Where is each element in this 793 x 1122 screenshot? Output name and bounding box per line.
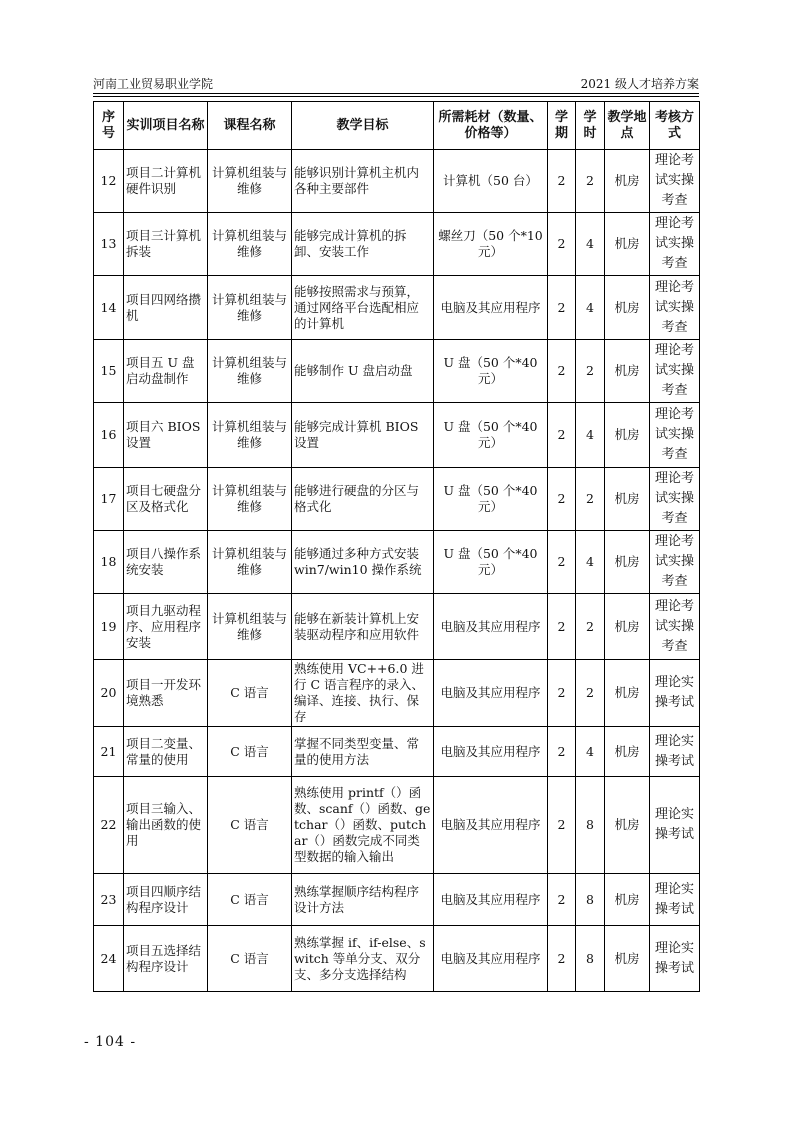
cell-hours: 8 <box>576 874 605 926</box>
cell-place: 机房 <box>605 340 650 403</box>
cell-place: 机房 <box>605 926 650 992</box>
cell-term: 2 <box>548 777 576 874</box>
cell-term: 2 <box>548 340 576 403</box>
table-body <box>94 150 700 992</box>
cell-assess: 理论实操考试 <box>650 777 700 874</box>
cell-hours: 4 <box>576 727 605 777</box>
cell-place: 机房 <box>605 468 650 531</box>
cell-no: 19 <box>94 594 124 660</box>
cell-material: U 盘（50 个*40 元） <box>434 340 548 403</box>
cell-no: 23 <box>94 874 124 926</box>
column-header: 教学地点 <box>605 102 650 150</box>
cell-course: 计算机组装与维修 <box>208 531 292 594</box>
cell-assess: 理论考试实操考查 <box>650 594 700 660</box>
table-row <box>94 874 700 926</box>
table-row <box>94 213 700 276</box>
cell-material: 电脑及其应用程序 <box>434 660 548 727</box>
cell-course: 计算机组装与维修 <box>208 340 292 403</box>
cell-goal: 熟练掌握 if、if-else、switch 等单分支、双分支、多分支选择结构 <box>292 926 434 992</box>
cell-no: 13 <box>94 213 124 276</box>
cell-term: 2 <box>548 403 576 468</box>
cell-goal: 能够按照需求与预算，通过网络平台选配相应的计算机 <box>292 276 434 340</box>
table-row <box>94 727 700 777</box>
cell-goal: 熟练使用 printf（）函数、scanf（）函数、getchar（）函数、putchar（）函数完成不同类型数据的输入输出 <box>292 777 434 874</box>
table-header-row <box>94 102 700 150</box>
page-header <box>93 76 699 92</box>
column-header: 考核方式 <box>650 102 700 150</box>
cell-project: 项目六 BIOS 设置 <box>124 403 208 468</box>
cell-project: 项目八操作系统安装 <box>124 531 208 594</box>
cell-no: 15 <box>94 340 124 403</box>
cell-project: 项目五选择结构程序设计 <box>124 926 208 992</box>
cell-hours: 2 <box>576 660 605 727</box>
table-row <box>94 468 700 531</box>
cell-assess: 理论考试实操考查 <box>650 340 700 403</box>
cell-no: 21 <box>94 727 124 777</box>
cell-goal: 能够通过多种方式安装 win7/win10 操作系统 <box>292 531 434 594</box>
cell-project: 项目三输入、输出函数的使用 <box>124 777 208 874</box>
cell-term: 2 <box>548 276 576 340</box>
cell-material: 电脑及其应用程序 <box>434 594 548 660</box>
cell-hours: 4 <box>576 276 605 340</box>
training-projects-table <box>93 101 700 992</box>
cell-term: 2 <box>548 150 576 213</box>
cell-place: 机房 <box>605 531 650 594</box>
cell-hours: 4 <box>576 403 605 468</box>
cell-project: 项目七硬盘分区及格式化 <box>124 468 208 531</box>
cell-material: 电脑及其应用程序 <box>434 727 548 777</box>
table-row <box>94 403 700 468</box>
cell-assess: 理论实操考试 <box>650 926 700 992</box>
cell-goal: 能够在新装计算机上安装驱动程序和应用软件 <box>292 594 434 660</box>
cell-place: 机房 <box>605 150 650 213</box>
table-row <box>94 594 700 660</box>
cell-place: 机房 <box>605 213 650 276</box>
cell-assess: 理论考试实操考查 <box>650 276 700 340</box>
cell-term: 2 <box>548 660 576 727</box>
cell-course: 计算机组装与维修 <box>208 594 292 660</box>
cell-assess: 理论考试实操考查 <box>650 150 700 213</box>
cell-project: 项目二变量、常量的使用 <box>124 727 208 777</box>
column-header: 课程名称 <box>208 102 292 150</box>
cell-hours: 4 <box>576 531 605 594</box>
cell-term: 2 <box>548 531 576 594</box>
cell-material: 螺丝刀（50 个*10元） <box>434 213 548 276</box>
column-header: 所需耗材（数量、价格等） <box>434 102 548 150</box>
table-row <box>94 777 700 874</box>
cell-goal: 熟练掌握顺序结构程序设计方法 <box>292 874 434 926</box>
cell-hours: 2 <box>576 594 605 660</box>
table-row <box>94 531 700 594</box>
table-row <box>94 276 700 340</box>
cell-project: 项目一开发环境熟悉 <box>124 660 208 727</box>
column-header: 学时 <box>576 102 605 150</box>
cell-assess: 理论考试实操考查 <box>650 531 700 594</box>
cell-project: 项目四顺序结构程序设计 <box>124 874 208 926</box>
cell-no: 22 <box>94 777 124 874</box>
cell-hours: 8 <box>576 777 605 874</box>
column-header: 序号 <box>94 102 124 150</box>
cell-no: 14 <box>94 276 124 340</box>
cell-project: 项目四网络攒机 <box>124 276 208 340</box>
table-row <box>94 926 700 992</box>
cell-course: 计算机组装与维修 <box>208 213 292 276</box>
cell-project: 项目九驱动程序、应用程序安装 <box>124 594 208 660</box>
cell-place: 机房 <box>605 874 650 926</box>
cell-course: 计算机组装与维修 <box>208 276 292 340</box>
cell-place: 机房 <box>605 777 650 874</box>
cell-material: 电脑及其应用程序 <box>434 777 548 874</box>
cell-material: 电脑及其应用程序 <box>434 276 548 340</box>
cell-course: C 语言 <box>208 660 292 727</box>
column-header: 教学目标 <box>292 102 434 150</box>
cell-assess: 理论实操考试 <box>650 727 700 777</box>
cell-course: C 语言 <box>208 727 292 777</box>
cell-material: 电脑及其应用程序 <box>434 874 548 926</box>
cell-term: 2 <box>548 926 576 992</box>
cell-material: U 盘（50 个*40 元） <box>434 531 548 594</box>
cell-no: 18 <box>94 531 124 594</box>
cell-assess: 理论考试实操考查 <box>650 403 700 468</box>
cell-course: 计算机组装与维修 <box>208 468 292 531</box>
cell-project: 项目三计算机拆装 <box>124 213 208 276</box>
cell-no: 16 <box>94 403 124 468</box>
cell-assess: 理论实操考试 <box>650 874 700 926</box>
cell-hours: 2 <box>576 468 605 531</box>
cell-material: 计算机（50 台） <box>434 150 548 213</box>
cell-material: U 盘（50 个*40 元） <box>434 403 548 468</box>
header-rule <box>93 93 699 94</box>
cell-hours: 2 <box>576 150 605 213</box>
cell-goal: 能够识别计算机主机内各种主要部件 <box>292 150 434 213</box>
cell-course: 计算机组装与维修 <box>208 150 292 213</box>
cell-material: 电脑及其应用程序 <box>434 926 548 992</box>
school-name: 河南工业贸易职业学院 <box>93 77 214 91</box>
column-header: 实训项目名称 <box>124 102 208 150</box>
cell-project: 项目二计算机硬件识别 <box>124 150 208 213</box>
cell-assess: 理论考试实操考查 <box>650 468 700 531</box>
page-number: - 104 - <box>84 1034 137 1050</box>
cell-course: C 语言 <box>208 874 292 926</box>
table-row <box>94 150 700 213</box>
cell-no: 20 <box>94 660 124 727</box>
cell-goal: 熟练使用 VC++6.0 进行 C 语言程序的录入、编译、连接、执行、保存 <box>292 660 434 727</box>
cell-course: 计算机组装与维修 <box>208 403 292 468</box>
cell-place: 机房 <box>605 403 650 468</box>
cell-goal: 能够制作 U 盘启动盘 <box>292 340 434 403</box>
cell-term: 2 <box>548 594 576 660</box>
cell-term: 2 <box>548 468 576 531</box>
cell-assess: 理论实操考试 <box>650 660 700 727</box>
cell-hours: 8 <box>576 926 605 992</box>
cell-term: 2 <box>548 213 576 276</box>
column-header: 学期 <box>548 102 576 150</box>
cell-project: 项目五 U 盘启动盘制作 <box>124 340 208 403</box>
cell-no: 12 <box>94 150 124 213</box>
header-rule-double <box>93 96 699 97</box>
cell-goal: 掌握不同类型变量、常量的使用方法 <box>292 727 434 777</box>
cell-goal: 能够进行硬盘的分区与格式化 <box>292 468 434 531</box>
cell-hours: 4 <box>576 213 605 276</box>
cell-no: 24 <box>94 926 124 992</box>
cell-place: 机房 <box>605 727 650 777</box>
cell-term: 2 <box>548 727 576 777</box>
cell-goal: 能够完成计算机 BIOS 设置 <box>292 403 434 468</box>
cell-material: U 盘（50 个*40 元） <box>434 468 548 531</box>
plan-title: 2021 级人才培养方案 <box>580 77 699 91</box>
cell-goal: 能够完成计算机的拆卸、安装工作 <box>292 213 434 276</box>
cell-place: 机房 <box>605 276 650 340</box>
cell-term: 2 <box>548 874 576 926</box>
table-row <box>94 660 700 727</box>
cell-course: C 语言 <box>208 777 292 874</box>
cell-hours: 2 <box>576 340 605 403</box>
cell-place: 机房 <box>605 594 650 660</box>
cell-assess: 理论考试实操考查 <box>650 213 700 276</box>
table-row <box>94 340 700 403</box>
cell-no: 17 <box>94 468 124 531</box>
cell-course: C 语言 <box>208 926 292 992</box>
cell-place: 机房 <box>605 660 650 727</box>
